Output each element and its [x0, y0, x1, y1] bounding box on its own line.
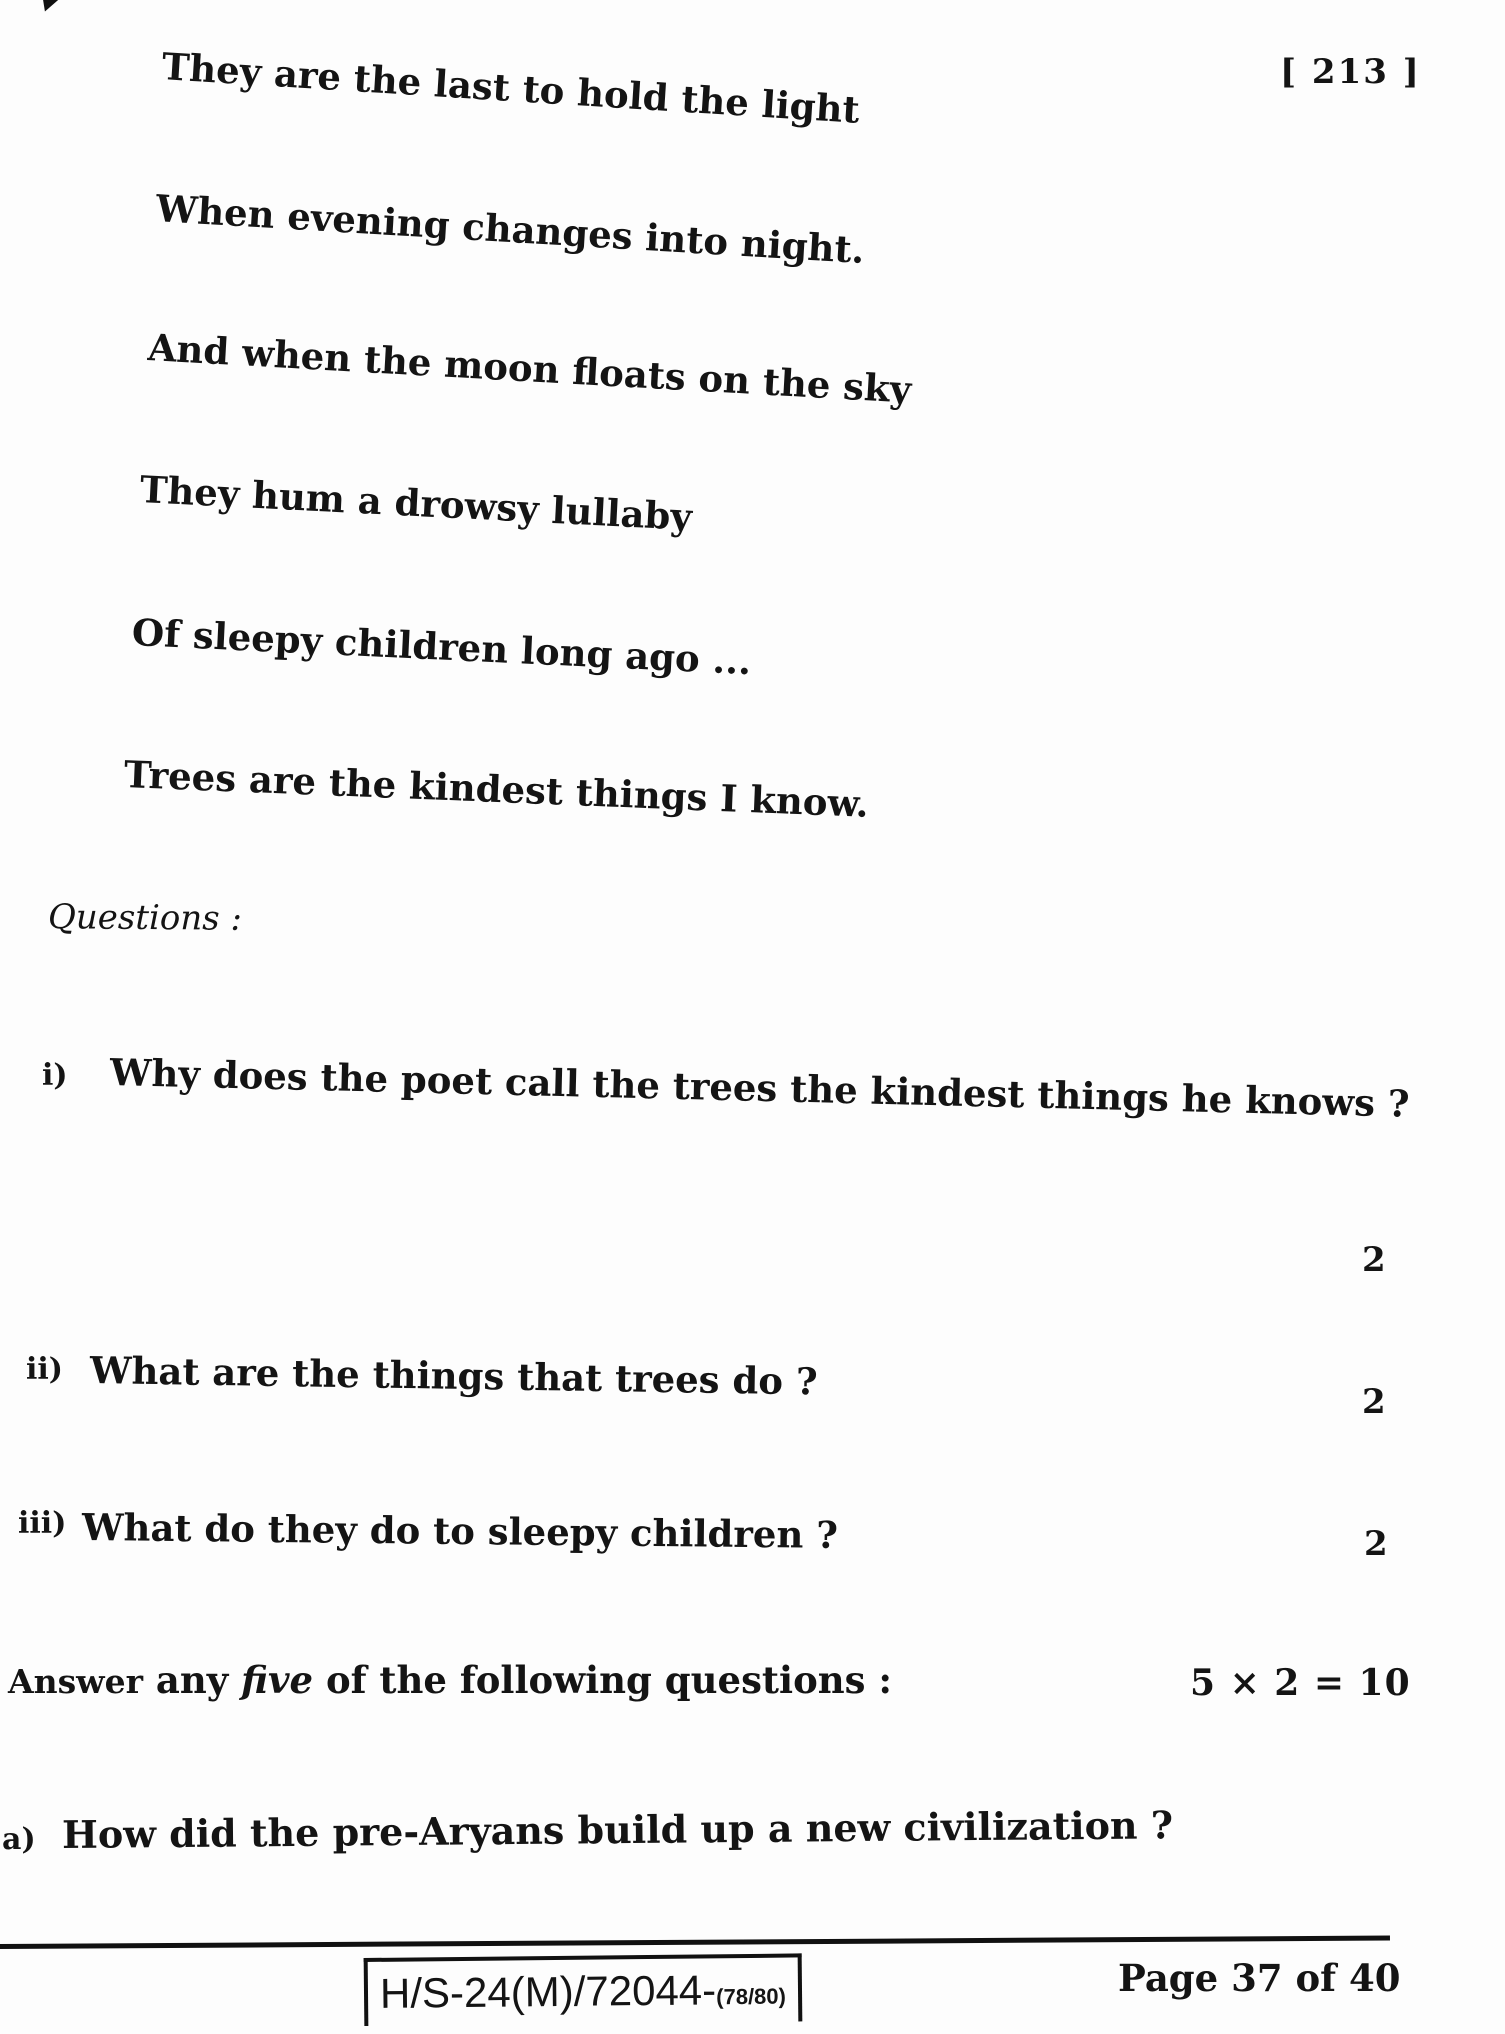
question-text: Why does the poet call the trees the kindest things he knows ?	[109, 1050, 1411, 1126]
question-marks: 2	[1364, 1524, 1388, 1564]
footer-divider	[0, 1936, 1390, 1949]
page-code: [ 213 ]	[1280, 52, 1421, 92]
poem-line: Trees are the kindest things I know.	[123, 752, 870, 826]
paper-code-suffix: (78/80)	[716, 1983, 787, 2010]
poem-line: They are the last to hold the light	[160, 44, 861, 132]
instruction-prefix: Answer	[8, 1662, 143, 1701]
question-number: ii)	[26, 1352, 63, 1387]
poem-line: When evening changes into night.	[154, 186, 866, 273]
page-number: Page 37 of 40	[1118, 1956, 1401, 2000]
question-marks: 2	[1362, 1240, 1386, 1280]
instruction-suffix: of the following questions :	[313, 1658, 893, 1702]
question-marks: 2	[1362, 1382, 1386, 1422]
question-number: a)	[2, 1822, 36, 1857]
paper-code-box	[364, 1953, 803, 2026]
poem-line: Of sleepy children long ago ...	[130, 610, 753, 684]
corner-scan-mark	[36, 0, 61, 15]
poem-line: They hum a drowsy lullaby	[138, 467, 693, 539]
instruction-emphasis: five	[241, 1658, 314, 1702]
section-marks: 5 × 2 = 10	[1190, 1662, 1411, 1704]
question-number: iii)	[18, 1506, 67, 1541]
question-number: i)	[42, 1058, 68, 1093]
question-text: How did the pre-Aryans build up a new civilization ?	[61, 1802, 1174, 1857]
instruction-middle: any	[142, 1658, 242, 1702]
questions-heading: Questions :	[47, 897, 243, 939]
question-text: What are the things that trees do ?	[89, 1348, 818, 1404]
section-instruction	[8, 1658, 892, 1702]
poem-line: And when the moon floats on the sky	[146, 325, 913, 412]
paper-code: H/S-24(M)/72044-	[379, 1966, 717, 2017]
question-text: What do they do to sleepy children ?	[81, 1505, 839, 1557]
